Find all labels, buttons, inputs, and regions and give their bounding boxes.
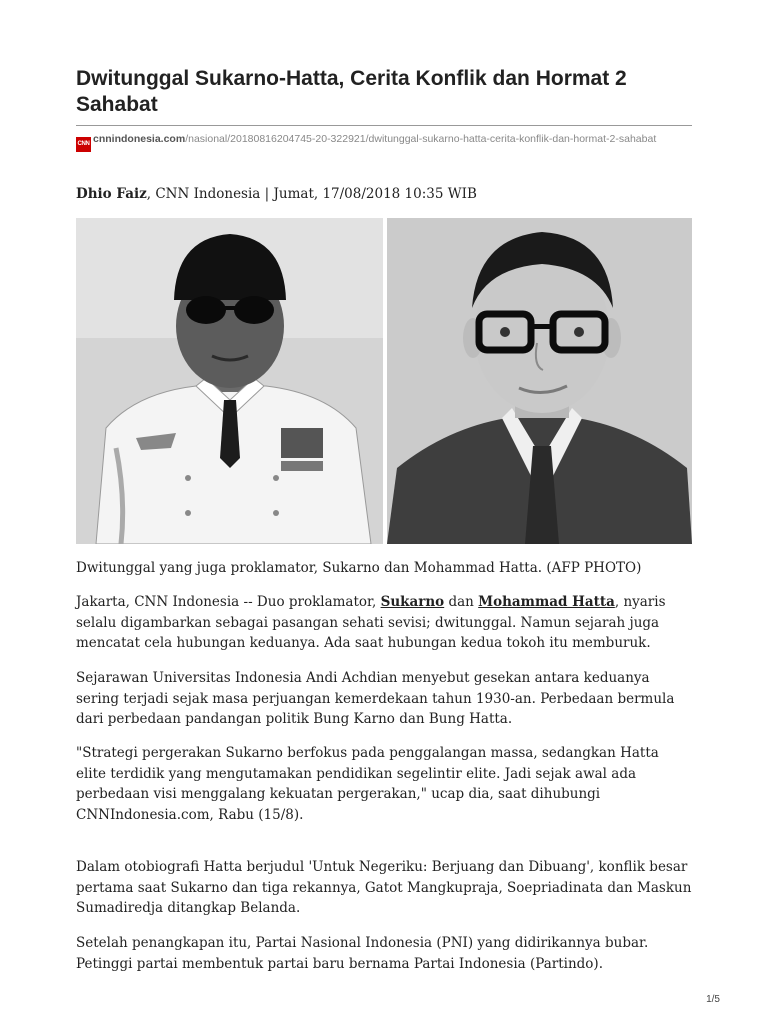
source-domain[interactable]: cnnindonesia.com (93, 133, 186, 145)
byline (76, 184, 692, 204)
paragraph-1-conj: dan (444, 594, 479, 610)
hatta-portrait-image (387, 218, 692, 544)
source-path[interactable]: /nasional/20180816204745-20-322921/dwitunggal-sukarno-hatta-cerita-konflik-dan-hormat-2-sahabat (185, 133, 657, 145)
photo-hatta (387, 218, 692, 544)
photo-caption: Dwitunggal yang juga proklamator, Sukarno dan Mohammad Hatta. (AFP PHOTO) (76, 560, 642, 576)
sukarno-portrait-image (76, 218, 383, 544)
paragraph-1-rest: , nyaris selalu digambarkan sebagai pasangan sehati sevisi; dwitunggal. Namun sejarah juga mencatat cela hubungan keduanya. Ada saat hubungan kedua tokoh itu memburuk. (76, 594, 666, 651)
link-sukarno[interactable]: Sukarno (380, 594, 445, 610)
paragraph-2: Sejarawan Universitas Indonesia Andi Achdian menyebut gesekan antara keduanya sering terjadi sejak masa perjuangan kemerdekaan tahun 1930-an. Perbedaan bermula dari perbedaan pandangan politik Bung Karno dan Bung Hatta. (76, 670, 675, 727)
page-number: 1/5 (706, 994, 720, 1005)
paragraph-1 (76, 592, 692, 654)
paragraph-4: Dalam otobiografi Hatta berjudul 'Untuk Negeriku: Berjuang dan Dibuang', konflik besar pertama saat Sukarno dan tiga rekannya, Gatot Mangkupraja, Soepriadinata dan Maskun Sumadiredja ditangkap Belanda. (76, 859, 692, 916)
photo-sukarno (76, 218, 383, 544)
paragraph-3-quote: "Strategi pergerakan Sukarno berfokus pada penggalangan massa, sedangkan Hatta elite terdidik yang mengutamakan pendidikan segelintir elite. Jadi sejak awal ada perbedaan visi menggalang kekuatan pergerakan," ucap dia, saat dihubungi CNNIndonesia.com, Rabu (15/8). (76, 745, 659, 823)
article-title: Dwitunggal Sukarno-Hatta, Cerita Konflik dan Hormat 2 Sahabat (76, 67, 627, 116)
source-url[interactable] (76, 132, 692, 152)
title-divider (76, 125, 692, 126)
byline-meta: , CNN Indonesia | Jumat, 17/08/2018 10:35 WIB (146, 186, 477, 202)
paragraph-1-intro: Jakarta, CNN Indonesia -- Duo proklamator, (76, 594, 381, 610)
link-mohammad-hatta[interactable]: Mohammad Hatta (478, 594, 615, 610)
cnn-logo-icon: CNN (76, 137, 91, 152)
author-name: Dhio Faiz (76, 186, 147, 202)
paragraph-5: Setelah penangkapan itu, Partai Nasional Indonesia (PNI) yang didirikannya bubar. Petinggi partai membentuk partai baru bernama Partai Indonesia (Partindo). (76, 935, 649, 972)
